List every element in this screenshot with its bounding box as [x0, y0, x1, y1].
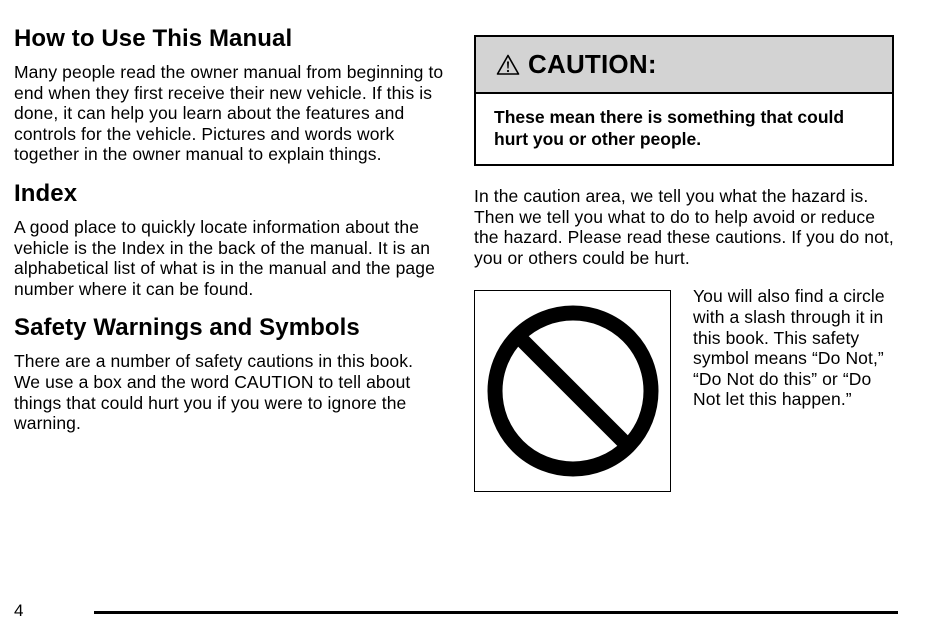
safety-section [14, 313, 444, 433]
how-to-use-section [14, 24, 444, 165]
caution-box [474, 35, 894, 166]
caution-title: CAUTION: [528, 49, 657, 79]
safety-heading: Safety Warnings and Symbols [14, 314, 360, 342]
index-section [14, 179, 444, 299]
index-text: A good place to quickly locate information about the vehicle is the Index in the back of the manual. It is an alphabetical list of what is in the manual and the page number where it can be found. [14, 216, 435, 299]
how-to-use-text: Many people read the owner manual from beginning to end when they first receive their new vehicle. If this is done, it can help you learn about the features and controls for the vehicle. Pictures and words work together in the owner manual to explain things. [14, 62, 444, 165]
symbol-description-text: You will also find a circle with a slash through it in this book. This safety symbol means “Do Not,” “Do Not do this” or “Do Not let this happen.” [693, 286, 885, 410]
warning-triangle-icon [496, 53, 520, 77]
symbol-row [474, 286, 899, 492]
symbol-frame [474, 290, 671, 492]
page-number: 4 [14, 601, 24, 620]
index-heading: Index [14, 179, 78, 207]
footer-rule [94, 611, 898, 614]
left-column [14, 24, 444, 448]
caution-header [476, 37, 892, 94]
prohibition-circle-slash-icon [485, 303, 661, 479]
right-column [474, 35, 899, 492]
safety-text: There are a number of safety cautions in this book. We use a box and the word CAUTION to tell about things that could hurt you if you were to ignore the warning. [14, 351, 414, 434]
caution-explanation-text: In the caution area, we tell you what the hazard is. Then we tell you what to do to help avoid or reduce the hazard. Please read these cautions. If you do not, you or others could be hurt. [474, 186, 894, 268]
how-to-use-heading: How to Use This Manual [14, 25, 293, 52]
caution-body: These mean there is something that could hurt you or other people. [494, 107, 845, 149]
